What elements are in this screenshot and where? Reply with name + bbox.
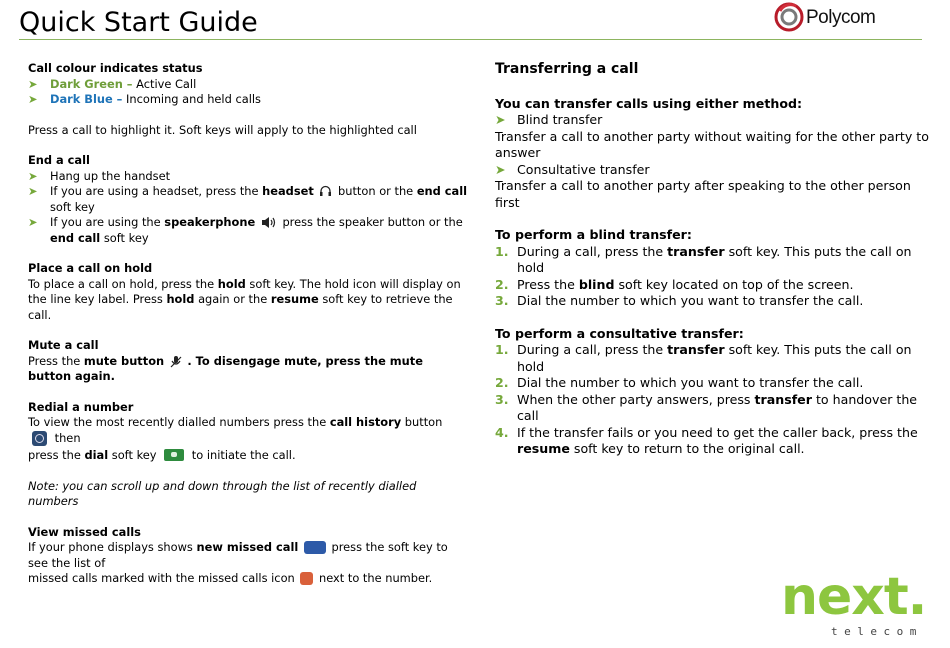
text: to handover the call [517, 391, 918, 423]
text: If you are using a headset, press the [50, 184, 259, 198]
dark-blue-label: Dark Blue – [50, 92, 123, 106]
text: next to the number. [319, 571, 433, 585]
consult-step [495, 342, 935, 375]
right-column [495, 61, 935, 458]
text: To view the most recently dialled numbers press the [28, 415, 327, 429]
step-number: 1. [495, 342, 509, 357]
text: If your phone displays shows [28, 540, 193, 554]
blind-step [495, 244, 935, 277]
hold-text [28, 277, 468, 324]
speaker-icon [261, 216, 277, 229]
text: Dial the number to which you want to transfer the call. [517, 293, 864, 308]
headset-icon [319, 185, 332, 198]
bold-text: headset [262, 184, 314, 198]
call-history-icon [32, 431, 47, 446]
dark-blue-text: Incoming and held calls [126, 92, 261, 106]
arrow-bullet-icon: ➤ [28, 92, 38, 106]
consult-step [495, 392, 935, 425]
note-text: Note: you can scroll up and down through the list of recently dialled numbers [28, 478, 417, 508]
consult-heading: To perform a consultative transfer: [495, 325, 744, 341]
text: to initiate the call. [191, 448, 296, 462]
end-call-text: Hang up the handset [50, 168, 171, 183]
text: During a call, press the [517, 342, 664, 357]
bold-text: resume [517, 441, 570, 456]
text: press the speaker button or the [282, 215, 463, 229]
text: button [404, 415, 443, 429]
bold-text: speakerphone [164, 215, 256, 229]
method-item-blind [495, 112, 935, 129]
highlight-instruction: Press a call to highlight it. Soft keys will apply to the highlighted call [28, 122, 417, 137]
bold-text: resume [270, 292, 319, 306]
step-number: 3. [495, 293, 509, 308]
end-call-item [28, 215, 468, 246]
polycom-logo-text: Polycom [806, 7, 876, 28]
left-column [28, 61, 468, 587]
header-divider [19, 39, 922, 40]
bold-text: transfer [667, 342, 725, 357]
text: Dial the number to which you want to transfer the call. [517, 375, 864, 390]
redial-text-2 [28, 448, 468, 464]
step-number: 3. [495, 391, 509, 407]
blind-heading: To perform a blind transfer: [495, 227, 692, 242]
bold-text: blind [578, 276, 615, 292]
next-telecom-logo [781, 567, 927, 643]
arrow-bullet-icon: ➤ [28, 215, 38, 229]
text: missed calls marked with the missed calls icon [28, 571, 295, 585]
end-call-heading: End a call [28, 153, 90, 167]
text: Press the [517, 276, 575, 292]
bold-text: mute button [83, 353, 165, 368]
status-item-green [28, 77, 468, 93]
page-title: Quick Start Guide [19, 7, 258, 38]
text: To place a call on hold, press the [28, 276, 215, 291]
next-logo-text: next. [781, 567, 927, 627]
text: Consultative transfer [517, 161, 650, 177]
text: press the soft key to see the list of [28, 540, 448, 570]
arrow-bullet-icon: ➤ [495, 161, 506, 177]
step-number: 4. [495, 424, 509, 440]
end-call-item [28, 169, 468, 185]
text: again or the [198, 292, 268, 306]
end-call-item [28, 184, 468, 215]
dial-soft-key-icon [164, 449, 184, 461]
bold-text: dial [84, 448, 109, 462]
text: During a call, press the [517, 243, 664, 259]
step-number: 2. [495, 375, 509, 390]
bold-text: hold [166, 292, 195, 306]
missed-heading: View missed calls [28, 524, 141, 539]
bold-text: transfer [754, 391, 812, 407]
consult-step [495, 425, 935, 458]
text: Blind transfer [517, 112, 603, 127]
text: If you are using the [50, 215, 161, 229]
text: soft key located on top of the screen. [618, 276, 854, 292]
text: If the transfer fails or you need to get the caller back, press the [517, 424, 918, 440]
text: Press the [28, 353, 81, 368]
missed-call-icon [300, 572, 313, 585]
step-number: 1. [495, 243, 509, 259]
text: soft key [111, 448, 157, 462]
blind-step [495, 293, 935, 310]
text: soft key to retrieve the call. [28, 292, 453, 322]
text: soft key. The hold icon will display on the line key label. Press [28, 276, 461, 306]
status-heading: Call colour indicates status [28, 61, 203, 75]
method-desc: Transfer a call to another party without waiting for the other party to answer [495, 128, 929, 160]
method-desc: Transfer a call to another party after speaking to the other person first [495, 178, 911, 210]
methods-heading: You can transfer calls using either method: [495, 95, 803, 111]
arrow-bullet-icon: ➤ [495, 112, 506, 127]
new-missed-call-icon [304, 541, 326, 554]
polycom-logo [774, 2, 890, 34]
redial-heading: Redial a number [28, 399, 134, 414]
text: soft key [103, 230, 149, 245]
method-item-consultative [495, 162, 935, 179]
transfer-heading: Transferring a call [495, 61, 639, 77]
arrow-bullet-icon: ➤ [28, 168, 38, 183]
mute-heading: Mute a call [28, 338, 99, 352]
telecom-logo-text: telecom [831, 625, 923, 638]
dark-green-label: Dark Green – [50, 76, 133, 91]
text: then [54, 430, 81, 445]
hold-heading: Place a call on hold [28, 261, 153, 275]
bold-text: call history [329, 415, 402, 429]
missed-text [28, 540, 468, 571]
bold-text: end call [50, 230, 101, 245]
text: soft key [50, 199, 95, 214]
text: soft key to return to the original call. [573, 441, 805, 456]
blind-step [495, 277, 935, 294]
bold-text: transfer [667, 243, 725, 259]
redial-text [28, 415, 468, 446]
step-number: 2. [495, 276, 509, 292]
mute-icon [170, 355, 182, 368]
text: soft key. This puts the call on hold [517, 342, 912, 374]
dark-green-text: Active Call [136, 76, 197, 91]
text: When the other party answers, press [517, 391, 751, 407]
text: . To disengage mute, press the mute button again. [28, 353, 423, 383]
polycom-logo-icon [774, 2, 804, 32]
bold-text: end call [416, 184, 468, 198]
missed-text-2 [28, 571, 468, 587]
text: press the [28, 448, 81, 462]
arrow-bullet-icon: ➤ [28, 184, 38, 198]
bold-text: new missed call [196, 540, 299, 554]
text: soft key. This puts the call on hold [517, 243, 912, 275]
text: button or the [338, 184, 414, 198]
status-item-blue [28, 92, 468, 108]
consult-step [495, 375, 935, 392]
mute-text [28, 354, 468, 385]
arrow-bullet-icon: ➤ [28, 76, 38, 91]
bold-text: hold [217, 276, 246, 291]
